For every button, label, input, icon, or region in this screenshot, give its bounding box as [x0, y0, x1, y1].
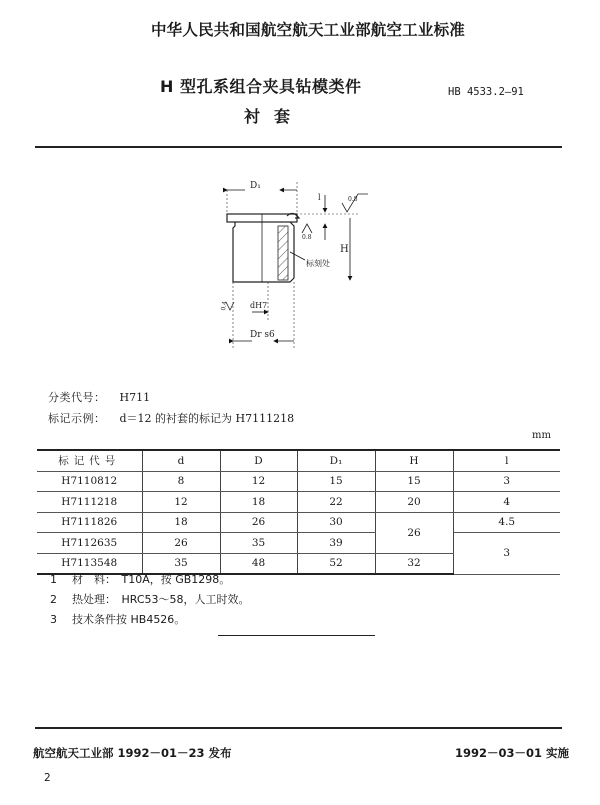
cell-D: 35	[220, 533, 297, 554]
cell-H: 32	[375, 553, 453, 574]
cell-D1: 22	[297, 492, 375, 513]
spec-table	[37, 449, 560, 575]
col-header-D1: D₁	[297, 450, 375, 471]
note-text: 技术条件按 HB4526。	[72, 613, 186, 626]
roughness-flange-label: 0.8	[302, 234, 312, 241]
standard-subtitle: 衬套	[244, 107, 305, 126]
table-row	[37, 471, 560, 492]
cell-code: H7111218	[37, 492, 142, 513]
example-line	[48, 410, 294, 426]
cell-d: 18	[142, 512, 220, 533]
note-number: 3	[50, 613, 57, 626]
note-text: 热处理： HRC53～58，人工时效。	[72, 593, 250, 606]
cell-H: 15	[375, 471, 453, 492]
cell-code: H7110812	[37, 471, 142, 492]
classification-value: H711	[119, 391, 151, 404]
cell-l: 3	[453, 471, 560, 492]
col-header-H: H	[375, 450, 453, 471]
cell-H-merged: 26	[375, 512, 453, 553]
cell-D: 26	[220, 512, 297, 533]
cell-H: 20	[375, 492, 453, 513]
roughness-top-label: 0.8	[348, 196, 358, 203]
marking-location-label: 标刻处	[306, 259, 330, 268]
cell-D: 18	[220, 492, 297, 513]
table-header-row	[37, 450, 560, 471]
cell-l: 4.5	[453, 512, 560, 533]
classification-line	[48, 389, 150, 405]
table-row	[37, 512, 560, 533]
example-value: d＝12 的衬套的标记为 H7111218	[119, 412, 295, 425]
cell-code: H7111826	[37, 512, 142, 533]
effective-date: 1992－03－01 实施	[455, 746, 570, 760]
table-row	[37, 533, 560, 554]
table-row	[37, 492, 560, 513]
cell-D: 12	[220, 471, 297, 492]
unit-label: mm	[532, 430, 551, 441]
bushing-drawing	[190, 160, 390, 360]
example-label: 标记示例：	[48, 412, 106, 425]
cell-d: 35	[142, 553, 220, 574]
col-header-d: d	[142, 450, 220, 471]
standard-title: H 型孔系组合夹具钻模类件	[160, 77, 362, 96]
organization-title: 中华人民共和国航空航天工业部航空工业标准	[150, 21, 465, 39]
roughness-side-label: 0.4	[220, 300, 229, 312]
note-number: 2	[50, 593, 57, 606]
l-dimension-label: l	[318, 193, 321, 202]
note-item	[50, 610, 250, 630]
classification-label: 分类代号：	[48, 391, 106, 404]
cell-D1: 39	[297, 533, 375, 554]
note-number: 1	[50, 573, 57, 586]
standard-code: HB 4533.2—91	[448, 86, 524, 98]
note-text: 材 料： T10A，按 GB1298。	[72, 573, 231, 586]
end-rule	[218, 635, 375, 636]
outer-tolerance-label: Dr s6	[250, 330, 275, 340]
cell-d: 26	[142, 533, 220, 554]
col-header-l: l	[453, 450, 560, 471]
cell-D1: 52	[297, 553, 375, 574]
bottom-rule	[35, 727, 562, 729]
cell-l-merged: 3	[453, 533, 560, 575]
cell-d: 12	[142, 492, 220, 513]
cell-l: 4	[453, 492, 560, 513]
d1-dimension-label: D₁	[250, 181, 261, 191]
cell-D1: 30	[297, 512, 375, 533]
cell-D: 48	[220, 553, 297, 574]
note-item	[50, 590, 250, 610]
bore-tolerance-label: dH7	[250, 301, 268, 310]
cell-code: H7112635	[37, 533, 142, 554]
cell-D1: 15	[297, 471, 375, 492]
h-dimension-label: H	[340, 244, 349, 255]
issue-date: 航空航天工业部 1992－01－23 发布	[33, 746, 232, 760]
top-rule	[35, 146, 562, 148]
cell-code: H7113548	[37, 553, 142, 574]
note-item	[50, 570, 250, 590]
notes-list	[50, 570, 250, 630]
col-header-code: 标记代号	[37, 450, 142, 471]
page-number: 2	[44, 772, 51, 784]
col-header-D: D	[220, 450, 297, 471]
cell-d: 8	[142, 471, 220, 492]
